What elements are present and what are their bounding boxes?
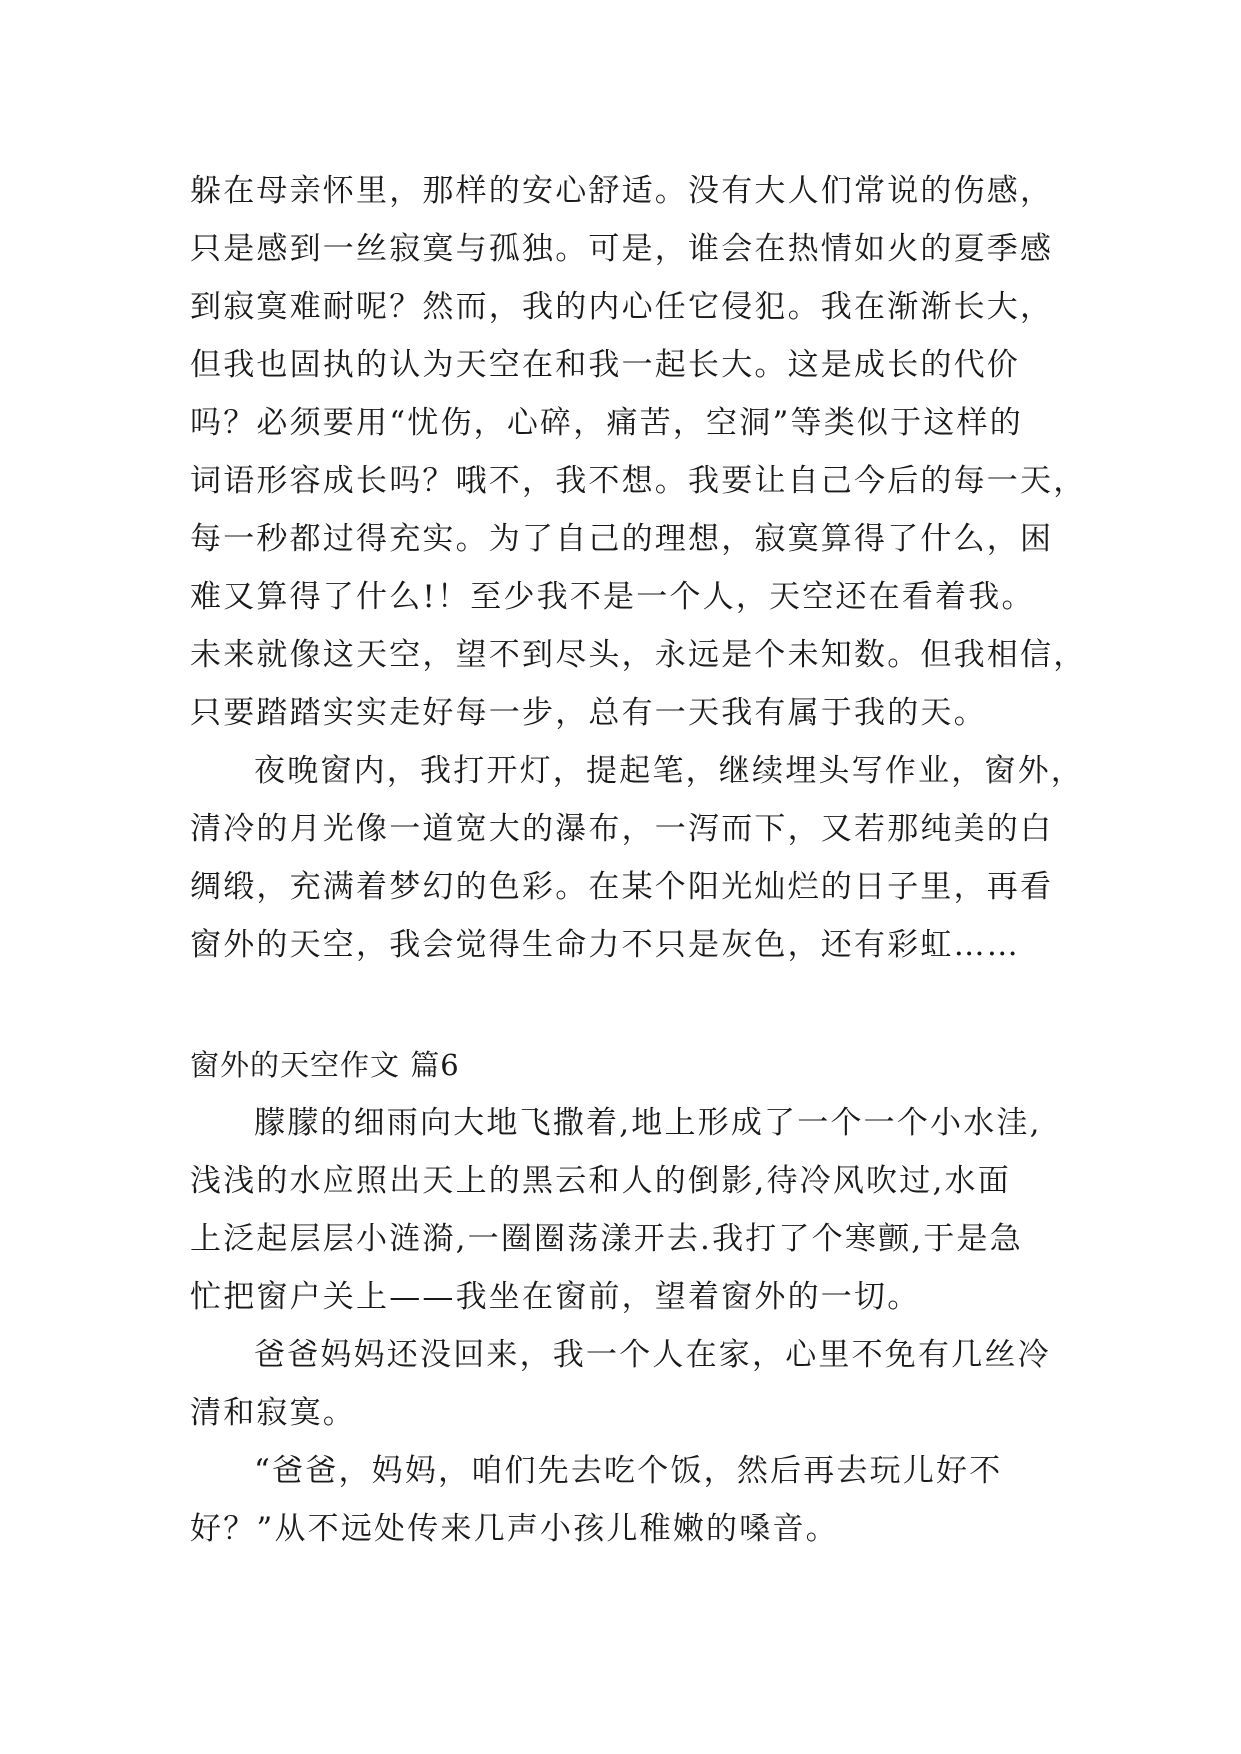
paragraph-line: 只要踏踏实实走好每一步，总有一天我有属于我的天。 bbox=[190, 695, 987, 731]
paragraph-line: 忙把窗户关上——我坐在窗前，望着窗外的一切。 bbox=[190, 1279, 921, 1315]
paragraph-line: 到寂寞难耐呢？然而，我的内心任它侵犯。我在渐渐长大， bbox=[190, 289, 1054, 325]
paragraph-line: “爸爸，妈妈，咱们先去吃个饭，然后再去玩儿好不 bbox=[254, 1453, 1003, 1489]
paragraph-line: 词语形容成长吗？哦不，我不想。我要让自己今后的每一天， bbox=[190, 463, 1087, 499]
paragraph-line: 未来就像这天空，望不到尽头，永远是个未知数。但我相信， bbox=[190, 637, 1087, 673]
paragraph-line: 只是感到一丝寂寞与孤独。可是，谁会在热情如火的夏季感 bbox=[190, 231, 1054, 267]
paragraph-line: 夜晚窗内，我打开灯，提起笔，继续埋头写作业，窗外， bbox=[254, 753, 1084, 789]
paragraph-line: 朦朦的细雨向大地飞撒着,地上形成了一个一个小水洼, bbox=[254, 1105, 1042, 1141]
paragraph-line: 难又算得了什么!！至少我不是一个人，天空还在看着我。 bbox=[190, 579, 1035, 615]
paragraph-line: 好？”从不远处传来几声小孩儿稚嫩的嗓音。 bbox=[190, 1511, 839, 1547]
paragraph-line: 浅浅的水应照出天上的黑云和人的倒影,待冷风吹过,水面 bbox=[190, 1163, 1011, 1199]
paragraph-line: 躲在母亲怀里，那样的安心舒适。没有大人们常说的伤感， bbox=[190, 173, 1054, 209]
paragraph-line: 吗？必须要用“忧伤，心碎，痛苦，空洞”等类似于这样的 bbox=[190, 405, 1023, 441]
paragraph-line: 窗外的天空，我会觉得生命力不只是灰色，还有彩虹…… bbox=[190, 927, 1020, 963]
paragraph-line: 爸爸妈妈还没回来，我一个人在家，心里不免有几丝冷 bbox=[254, 1337, 1051, 1373]
paragraph-line: 但我也固执的认为天空在和我一起长大。这是成长的代价 bbox=[190, 347, 1020, 383]
section-heading: 窗外的天空作文 篇6 bbox=[190, 1048, 460, 1082]
paragraph-line: 清冷的月光像一道宽大的瀑布，一泻而下，又若那纯美的白 bbox=[190, 811, 1054, 847]
essay-section-6 bbox=[190, 1036, 1070, 1558]
paragraph-line: 绸缎，充满着梦幻的色彩。在某个阳光灿烂的日子里，再看 bbox=[190, 869, 1054, 905]
paragraph-line: 上泛起层层小涟漪,一圈圈荡漾开去.我打了个寒颤,于是急 bbox=[190, 1221, 1023, 1257]
paragraph-line: 每一秒都过得充实。为了自己的理想，寂寞算得了什么，困 bbox=[190, 521, 1054, 557]
essay-section-continued bbox=[190, 162, 1087, 974]
paragraph-line: 清和寂寞。 bbox=[190, 1395, 356, 1431]
